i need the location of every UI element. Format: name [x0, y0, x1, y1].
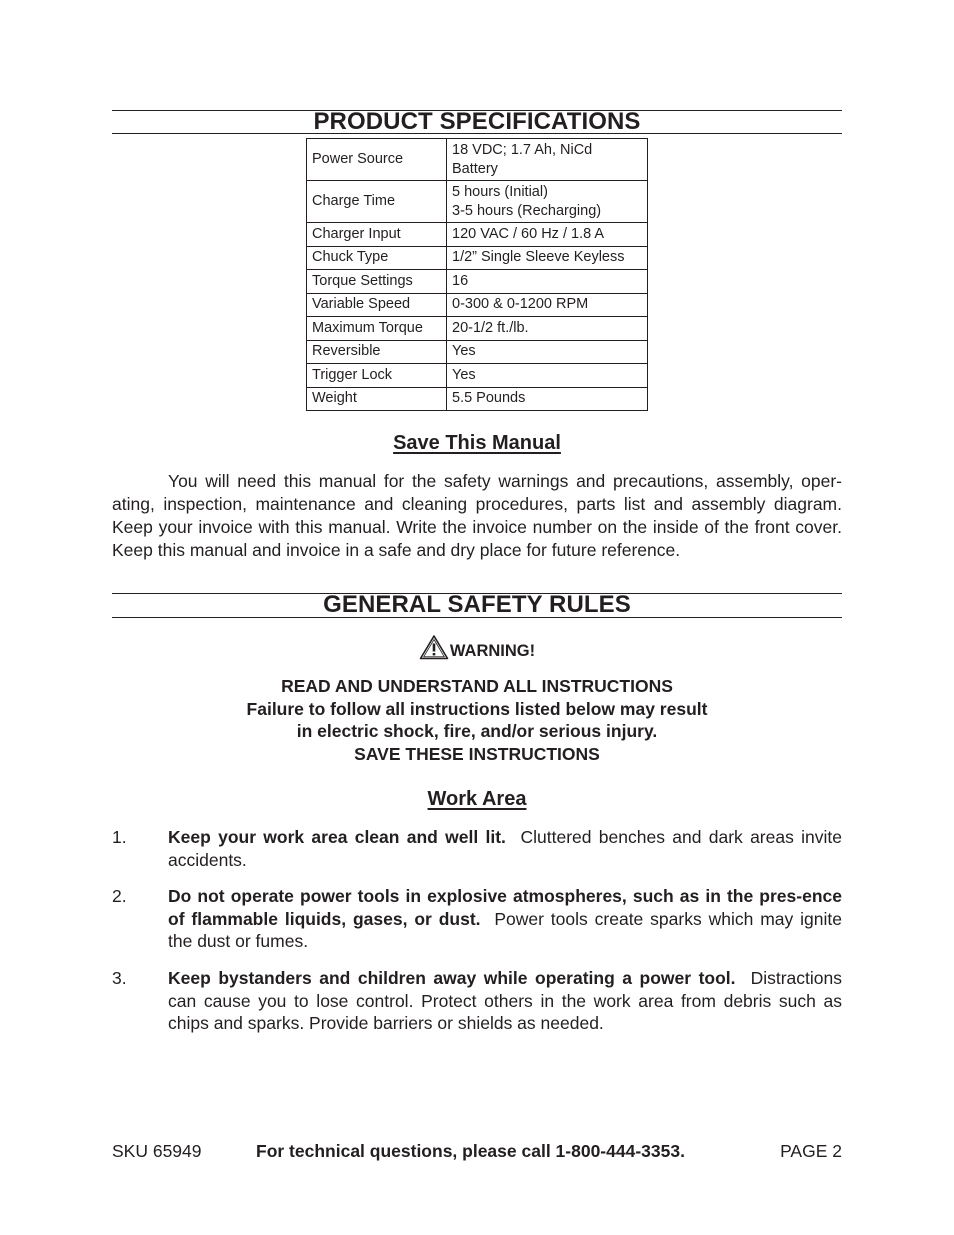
spec-value: 120 VAC / 60 Hz / 1.8 A	[447, 223, 648, 247]
spec-value: 1/2” Single Sleeve Keyless	[447, 246, 648, 270]
notice-line: SAVE THESE INSTRUCTIONS	[354, 743, 600, 764]
spec-label: Maximum Torque	[307, 317, 447, 341]
spec-row	[307, 387, 648, 411]
product-specifications-title: PRODUCT SPECIFICATIONS	[313, 108, 641, 135]
spec-row	[307, 139, 648, 181]
item-body: Cluttered benches and dark areas invite accidents.	[168, 827, 842, 870]
spec-label: Weight	[307, 387, 447, 411]
item-body: Power tools create sparks which may ignite the dust or fumes.	[168, 908, 843, 951]
item-number: 1.	[112, 827, 127, 847]
spec-row	[307, 364, 648, 388]
item-number: 3.	[112, 968, 127, 988]
tech-support-line: For technical questions, please call 1-800-444-3353.	[256, 1141, 685, 1161]
spec-value: 16	[447, 270, 648, 294]
spec-label: Power Source	[307, 139, 447, 181]
page-number: PAGE 2	[780, 1141, 842, 1161]
spec-value-line: 18 VDC; 1.7 Ah, NiCd	[452, 141, 593, 158]
item-bold: Keep bystanders and children away while operating a power tool.	[168, 968, 736, 988]
spec-label: Reversible	[307, 340, 447, 364]
spec-label: Chuck Type	[307, 246, 447, 270]
spec-label: Trigger Lock	[307, 364, 447, 388]
work-area-heading	[112, 788, 842, 811]
spec-value	[447, 181, 648, 223]
spec-label: Torque Settings	[307, 270, 447, 294]
item-bold: Do not operate power tools in explosive atmospheres, such as in the pres-ence of flammable liquids, gases, or dust.	[168, 886, 842, 929]
spec-value: Yes	[447, 340, 648, 364]
spec-value: 0-300 & 0-1200 RPM	[447, 293, 648, 317]
item-number: 2.	[112, 886, 127, 906]
spec-value-line: Battery	[452, 160, 498, 177]
spec-row	[307, 293, 648, 317]
item-text	[168, 885, 842, 953]
product-specifications-header	[112, 110, 842, 136]
notice-line: in electric shock, fire, and/or serious injury.	[296, 721, 658, 741]
save-manual-body: You will need this manual for the safety warnings and precautions, assembly, oper-ating, inspection, maintenance and cleaning procedures, parts list and assembly diagram. Keep your invoice with this manual. Write the invoice number on the inside of the front cover. Keep this manual and invoice in a safe and dry place for future reference.	[112, 471, 842, 560]
spec-row	[307, 181, 648, 223]
spec-row	[307, 270, 648, 294]
spec-table	[306, 138, 648, 411]
spec-label: Charge Time	[307, 181, 447, 223]
notice-line: READ AND UNDERSTAND ALL INSTRUCTIONS	[281, 676, 673, 696]
item-text	[168, 967, 842, 1035]
item-text	[168, 826, 842, 871]
spec-value-line: 3-5 hours (Recharging)	[452, 202, 602, 219]
spec-value-line: 5 hours (Initial)	[452, 183, 548, 200]
spec-row	[307, 246, 648, 270]
warning-line	[112, 634, 842, 661]
spec-value	[447, 139, 648, 181]
spec-row	[307, 340, 648, 364]
header-rule-bottom	[112, 617, 842, 618]
spec-label: Variable Speed	[307, 293, 447, 317]
spec-value: 5.5 Pounds	[447, 387, 648, 411]
sku-number: SKU 65949	[112, 1141, 202, 1161]
safety-notice	[112, 675, 842, 765]
spec-value: Yes	[447, 364, 648, 388]
save-manual-heading-text: Save This Manual	[393, 432, 561, 454]
general-safety-header	[112, 593, 842, 619]
work-area-heading-text: Work Area	[427, 788, 527, 810]
notice-line: Failure to follow all instructions listed below may result	[246, 698, 708, 719]
warning-label: WARNING!	[449, 642, 536, 660]
header-rule-bottom	[112, 133, 842, 134]
spec-row	[307, 223, 648, 247]
general-safety-title: GENERAL SAFETY RULES	[323, 591, 631, 618]
save-manual-heading	[112, 432, 842, 455]
spec-label: Charger Input	[307, 223, 447, 247]
spec-row	[307, 317, 648, 341]
item-bold: Keep your work area clean and well lit.	[168, 827, 506, 847]
warning-triangle-icon	[419, 634, 449, 660]
spec-value: 20-1/2 ft./lb.	[447, 317, 648, 341]
item-body: Distractions can cause you to lose control. Protect others in the work area from debris such as chips and sparks. Provide barriers or shields as needed.	[168, 968, 842, 1033]
